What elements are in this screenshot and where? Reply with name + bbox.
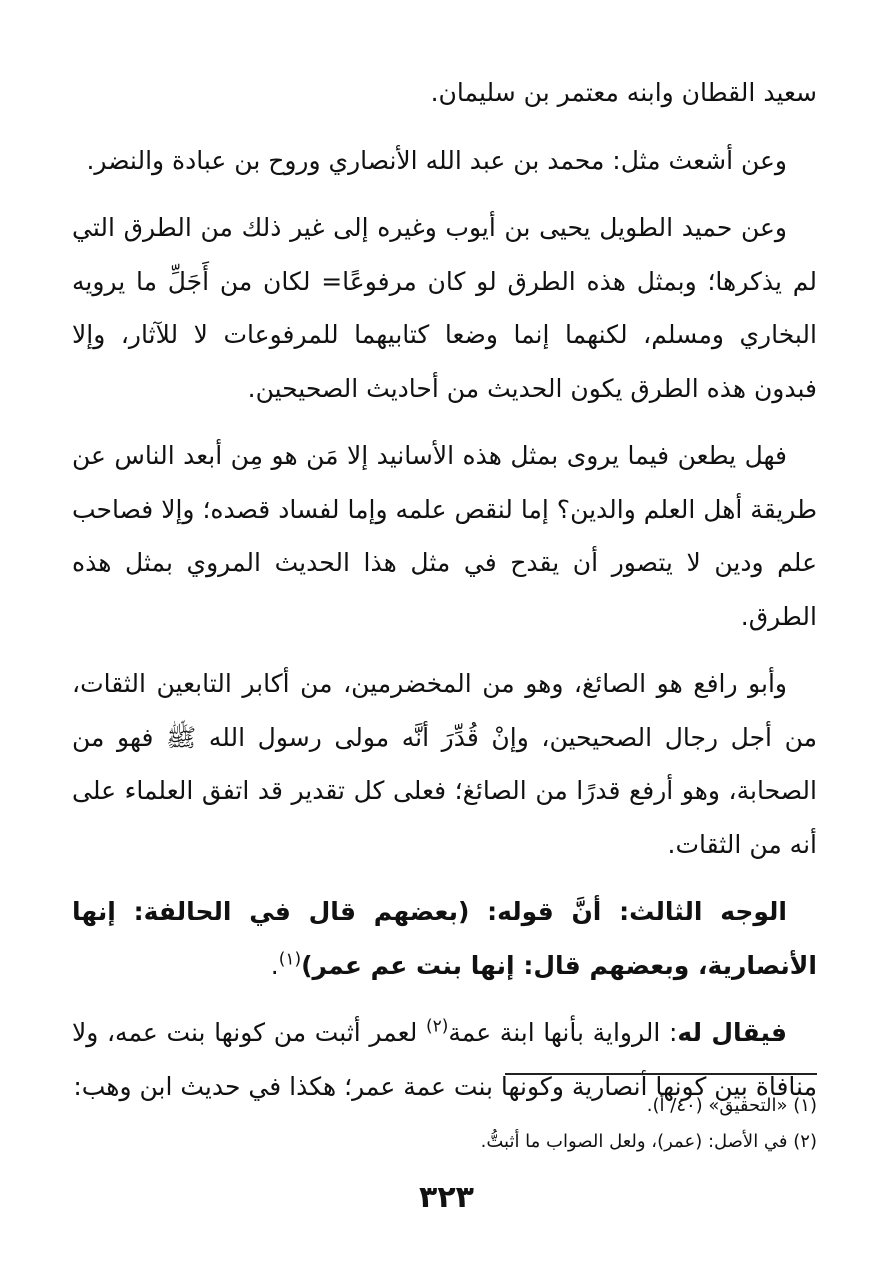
footnotes (72, 1088, 817, 1160)
reply-text-after: لعمر أثبت من كونها بنت عمه، ولا منافاة بين كونها أنصارية وكونها بنت عمة عمر؛ هكذا في حديث ابن وهب: (72, 1018, 817, 1101)
paragraph-critique: فهل يطعن فيما يروى بمثل هذه الأسانيد إلا مَن هو مِن أبعد الناس عن طريقة أهل العلم والدين؟ إما لنقص علمه وإما لفساد قصده؛ وإلا فصاحب علم ودين لا يتصور أن يقدح في مثل هذا الحديث المروي بمثل هذه الطرق. (72, 441, 817, 631)
paragraph-humaid: وعن حميد الطويل يحيى بن أيوب وغيره إلى غير ذلك من الطرق التي لم يذكرها؛ وبمثل هذه الطرق لو كان مرفوعًا= لكان من أَجَلِّ ما يرويه البخاري ومسلم، لكنهما إنما وضعا كتابيهما للمرفوعات لا للآثار، وإلا فبدون هذه الطرق يكون الحديث من أحاديث الصحيحين. (72, 213, 817, 403)
paragraph-abu-rafi: وأبو رافع هو الصائغ، وهو من المخضرمين، من أكابر التابعين الثقات، من أجل رجال الصحيحين، وإنْ قُدِّرَ أنَّه مولى رسول الله ﷺ فهو من الصحابة، وهو أرفع قدرًا من الصائغ؛ فعلى كل تقدير قد اتفق العلماء على أنه من الثقات. (72, 669, 817, 859)
page-number: ٣٢٣ (419, 1180, 474, 1215)
footnote-2-text: في الأصل: (عمر)، ولعل الصواب ما أثبتُّ. (480, 1131, 788, 1152)
reply-text-before: : الرواية بأنها ابنة عمة (448, 1018, 678, 1047)
paragraph-continuation: سعيد القطان وابنه معتمر بن سليمان. (430, 78, 817, 107)
footnote-marker-2[interactable]: (٢) (425, 1016, 449, 1037)
footnote-2 (72, 1124, 817, 1160)
paragraph-ashath: وعن أشعث مثل: محمد بن عبد الله الأنصاري وروح بن عبادة والنضر. (86, 145, 787, 175)
third-aspect-tail: . (270, 950, 279, 980)
footnote-1 (72, 1088, 817, 1124)
footnote-1-text: «التحقيق» (٤٠/ أ). (646, 1095, 788, 1116)
footnote-2-number: (٢) (793, 1131, 817, 1152)
main-text (72, 66, 817, 1127)
footnote-1-number: (١) (793, 1095, 817, 1116)
footnote-separator (505, 1073, 817, 1075)
paragraph-third-aspect (72, 885, 817, 992)
reply-lead: فيقال له (677, 1018, 788, 1047)
footnote-marker-1[interactable]: (١) (278, 949, 302, 970)
third-aspect-heading: الوجه الثالث: أنَّ قوله: (بعضهم قال في الحالفة: إنها الأنصارية، وبعضهم قال: إنها بنت عم عمر) (72, 897, 817, 980)
